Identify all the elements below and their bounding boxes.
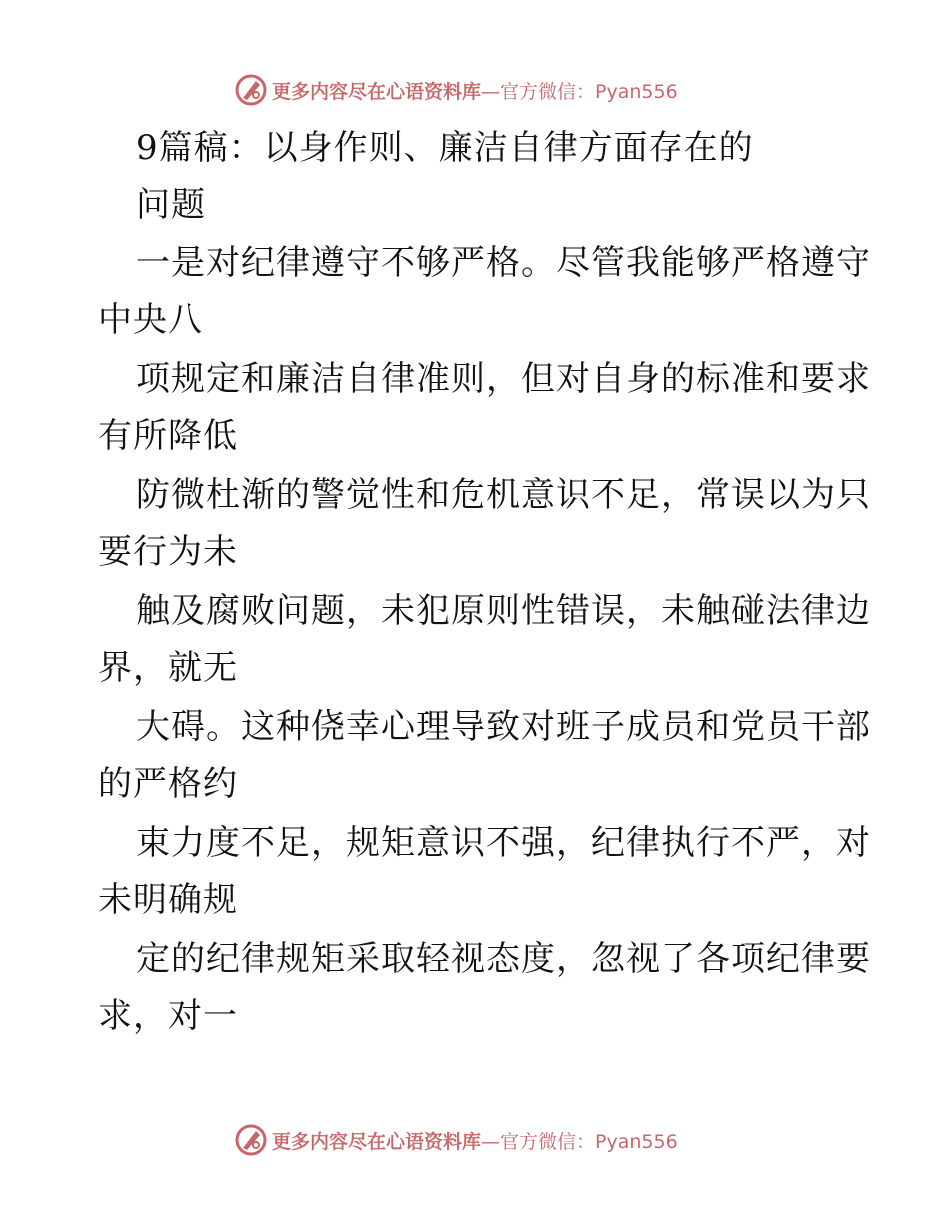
paragraph-line: 中央八 — [98, 300, 203, 340]
pen-seal-icon — [234, 1123, 268, 1157]
paragraph-line: 的严格约 — [98, 764, 238, 804]
pen-seal-icon — [234, 73, 268, 107]
paragraph-line: 有所降低 — [98, 416, 238, 456]
paragraph-line: 求，对一 — [98, 996, 238, 1036]
watermark-contact: 官方微信：Pyan556 — [500, 1130, 678, 1153]
paragraph-line: 一是对纪律遵守不够严格。尽管我能够严格遵守 — [136, 243, 871, 283]
watermark-contact: 官方微信：Pyan556 — [500, 80, 678, 103]
paragraph-line: 未明确规 — [98, 880, 238, 920]
doc-title-line-2: 问题 — [136, 185, 206, 225]
paragraph-line: 束力度不足，规矩意识不强，纪律执行不严，对 — [136, 823, 871, 863]
watermark-footer — [234, 1122, 678, 1158]
paragraph-line: 要行为未 — [98, 532, 238, 572]
paragraph-line: 防微杜渐的警觉性和危机意识不足，常误以为只 — [136, 475, 871, 515]
paragraph-line: 大碍。这种侥幸心理导致对班子成员和党员干部 — [136, 707, 871, 747]
watermark-dash: — — [481, 1130, 501, 1153]
paragraph-line: 界，就无 — [98, 648, 238, 688]
watermark-dash: — — [481, 80, 501, 103]
watermark-brand: 更多内容尽在心语资料库 — [272, 1130, 482, 1153]
watermark-header — [234, 72, 678, 108]
doc-title-line-1: 9篇稿：以身作则、廉洁自律方面存在的 — [136, 128, 754, 168]
paragraph-line: 定的纪律规矩采取轻视态度，忽视了各项纪律要 — [136, 939, 871, 979]
watermark-brand: 更多内容尽在心语资料库 — [272, 80, 482, 103]
paragraph-line: 触及腐败问题，未犯原则性错误，未触碰法律边 — [136, 591, 871, 631]
paragraph-line: 项规定和廉洁自律准则，但对自身的标准和要求 — [136, 359, 871, 399]
